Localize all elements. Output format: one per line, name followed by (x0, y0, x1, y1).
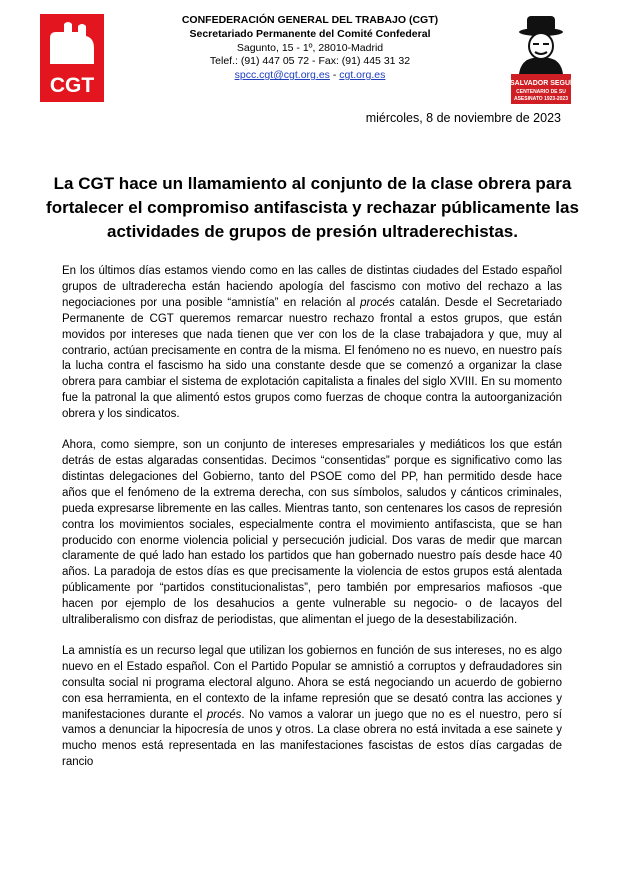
salvador-segui-badge (509, 12, 573, 104)
org-address: Sagunto, 15 - 1º, 28010-Madrid (236, 41, 384, 54)
paragraph-2: Ahora, como siempre, son un conjunto de intereses empresariales y mediáticos los que están detrás de estas algaradas consentidas. Decimos “consentidas” porque es significativo como las distintas delegaciones del Gobierno, tanto del PSOE como del PP, han permitido desde hace años que el fenómeno de la extrema derecha, con sus símbolos, saludos y cánticos criminales, pueda expresarse libremente en las calles. Mientras tanto, son centenares los casos de represión contra los movimientos sociales, especialmente contra el movimiento antifascista, que se han producido con enorme violencia policial y persecución judicial. Dos varas de medir que marcan claramente de qué lado han estado los partidos que han gobernado nuestro país desde hace 40 años. La paradoja de estos días es que precisamente la violencia de estos grupos está alentada públicamente por “partidos constitucionalistas”, pero también por empresarios mafiosos -que hacen por ejemplo de los desahucios a gente vulnerable su negocio- o de lacayos del ultraliberalismo con disfraz de periodistas, que alimentan el juego de la desestabilización. (62, 439, 562, 627)
badge-name: SALVADOR SEGUÍ (510, 80, 572, 87)
badge-line1: CENTENARIO DE SU (516, 89, 566, 95)
article-body (62, 264, 562, 786)
email-link[interactable]: spcc.cgt@cgt.org.es (234, 69, 330, 82)
org-name: CONFEDERACIÓN GENERAL DEL TRABAJO (CGT) (181, 14, 439, 26)
document-date: miércoles, 8 de noviembre de 2023 (365, 111, 561, 125)
cgt-logo (40, 14, 104, 102)
org-phones: Telef.: (91) 447 05 72 - Fax: (91) 445 31 32 (209, 55, 411, 68)
link-separator: - (329, 69, 340, 82)
org-header (150, 14, 470, 83)
badge-line2: ASESINATO 1923-2023 (513, 96, 569, 102)
org-secretariat: Secretariado Permanente del Comité Confederal (189, 27, 431, 40)
headline: La CGT hace un llamamiento al conjunto de la clase obrera para fortalecer el compromiso antifascista y rechazar públicamente las actividades de grupos de presión ultraderechistas. (46, 174, 579, 241)
logo-text: CGT (49, 74, 95, 97)
paragraph-1: En los últimos días estamos viendo como en las calles de distintas ciudades del Estado español grupos de ultraderecha están haciendo apología del fascismo con motivo del rechazo a las negociaciones por una posible “amnistía” en relación al procés catalán. Desde el Secretariado Permanente de CGT queremos remarcar nuestro rechazo frontal a estos grupos, que están movidos por intereses que nada tienen que ver con los de la clase trabajadora y que, muy al contrario, actúan precisamente en contra de la misma. El fenómeno no es nuevo, en nuestro país la lucha contra el fascismo ha sido una constante desde que se comenzó a organizar la clase obrera para cambiar el sistema de explotación capitalista a finales del siglo XVIII. En su momento fue la patronal la que alimentó estos grupos como fuerzas de choque contra la autoorganización obrera y los sindicatos. (62, 265, 562, 421)
website-link[interactable]: cgt.org.es (339, 69, 386, 82)
org-links (150, 69, 470, 83)
paragraph-3: La amnistía es un recurso legal que utilizan los gobiernos en función de sus intereses, no es algo nuevo en el Estado español. Con el Partido Popular se amnistió a corruptos y defraudadores sin consulta social ni programa electoral alguno. Ahora se está negociando un acuerdo de gobierno con esa herramienta, en el contexto de la infame represión que se desató contra las acciones y manifestaciones durante el procés. No vamos a valorar un juego que no es el nuestro, pero sí vamos a denunciar la hipocresía de unos y otros. La clase obrera no está invitada a ese sainete y mucho menos está representada en las manifestaciones fascistas de estos días cargadas de rancio (62, 644, 563, 769)
